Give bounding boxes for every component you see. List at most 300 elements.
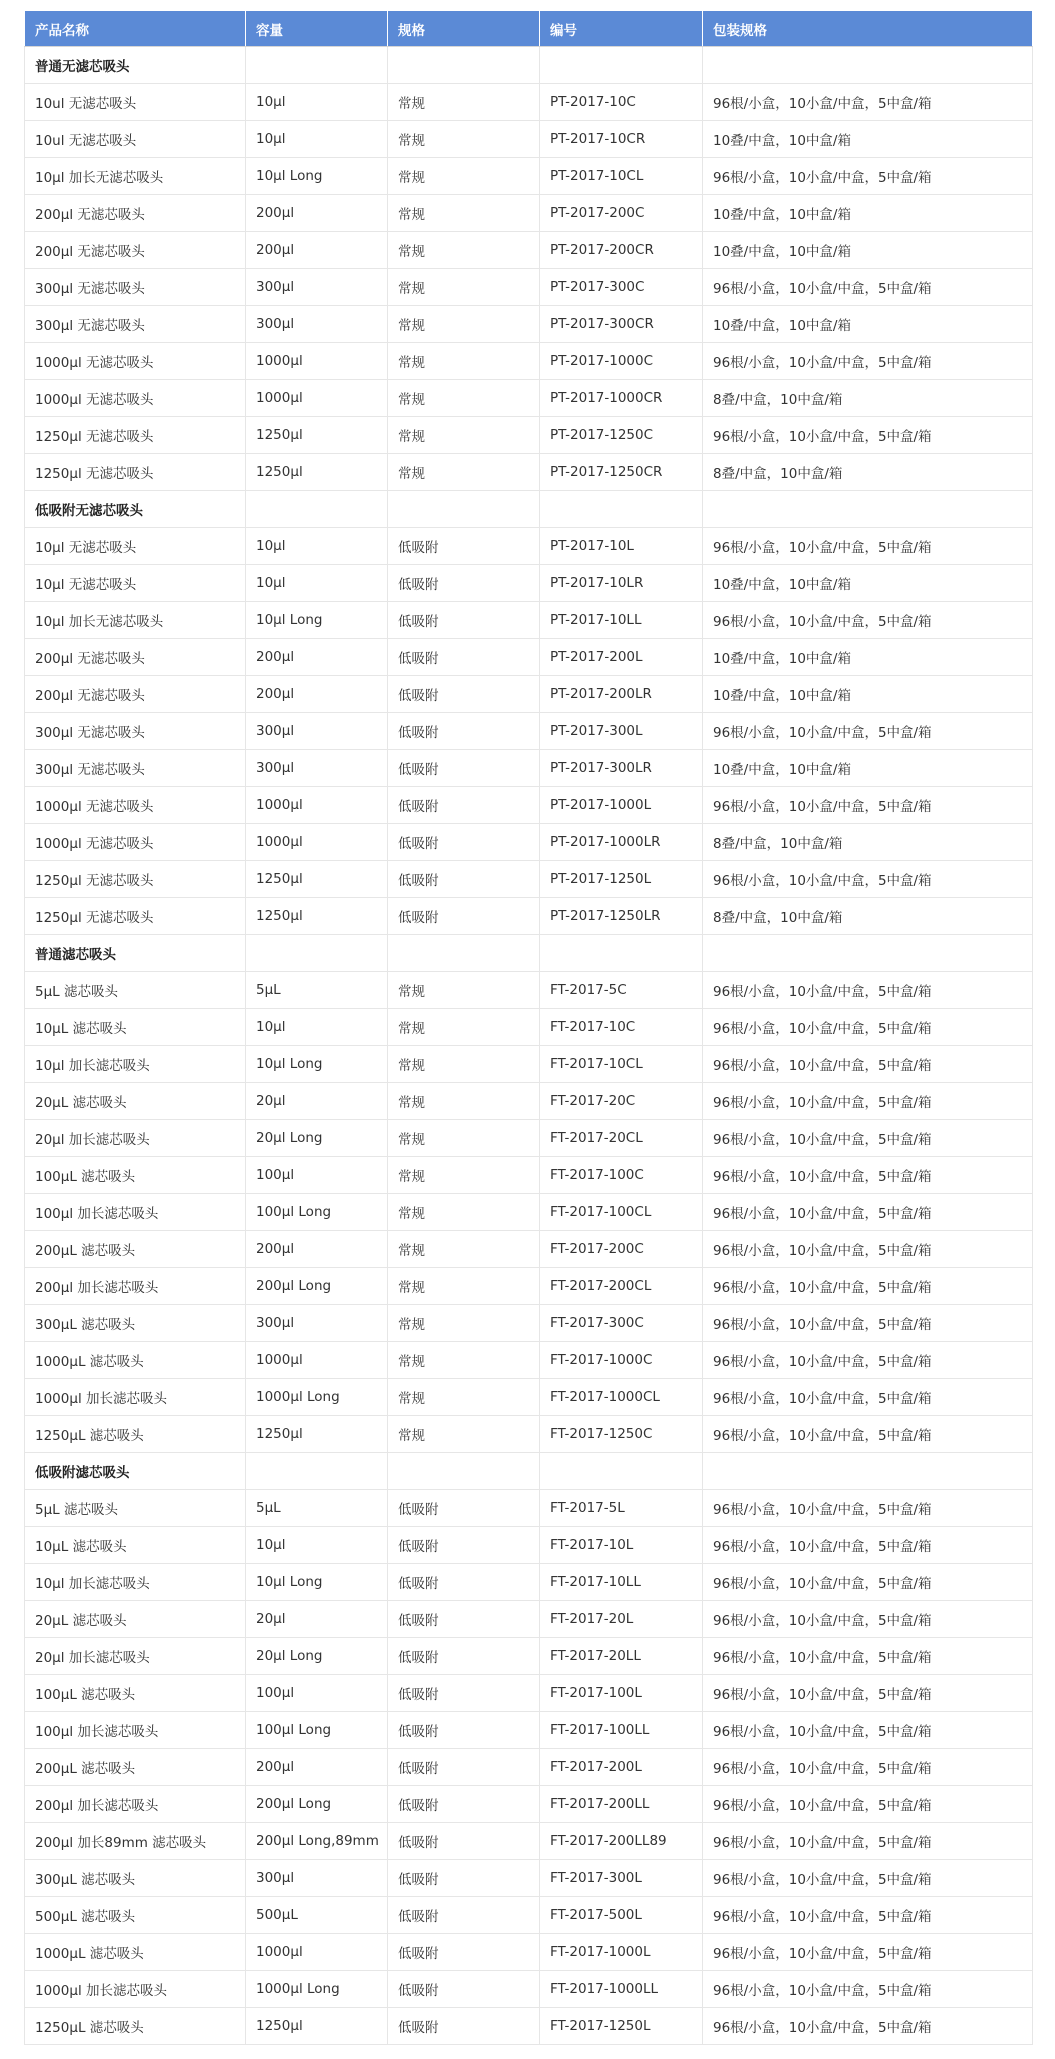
table-row [25,528,1033,565]
cell-spec: 低吸附 [388,1786,540,1823]
cell-packaging: 10叠/中盒，10中盒/箱 [703,195,1033,232]
cell-packaging: 96根/小盒，10小盒/中盒，5中盒/箱 [703,1157,1033,1194]
cell-capacity: 200μl Long,89mm [246,1823,388,1860]
cell-capacity: 1000μl [246,380,388,417]
cell-spec: 常规 [388,84,540,121]
cell-product-name: 300μl 无滤芯吸头 [25,713,246,750]
cell-capacity: 200μl [246,195,388,232]
cell-spec: 常规 [388,1268,540,1305]
table-row [25,1120,1033,1157]
group-empty-cell [246,935,388,972]
group-empty-cell [388,491,540,528]
cell-packaging: 96根/小盒，10小盒/中盒，5中盒/箱 [703,1527,1033,1564]
table-row [25,602,1033,639]
table-row [25,1971,1033,2008]
table-row [25,1268,1033,1305]
cell-code: PT-2017-10CL [540,158,703,195]
cell-product-name: 200μl 无滤芯吸头 [25,195,246,232]
group-empty-cell [246,47,388,84]
cell-product-name: 20μl 加长滤芯吸头 [25,1638,246,1675]
cell-capacity: 200μl [246,1749,388,1786]
cell-code: FT-2017-200L [540,1749,703,1786]
cell-capacity: 1000μl [246,343,388,380]
header-row [25,11,1033,47]
cell-spec: 低吸附 [388,602,540,639]
table-row [25,1712,1033,1749]
cell-spec: 常规 [388,121,540,158]
cell-code: PT-2017-1250C [540,417,703,454]
cell-capacity: 300μl [246,750,388,787]
header-product-name: 产品名称 [25,11,246,47]
cell-packaging: 96根/小盒，10小盒/中盒，5中盒/箱 [703,1934,1033,1971]
cell-spec: 低吸附 [388,1749,540,1786]
cell-spec: 低吸附 [388,1490,540,1527]
cell-code: PT-2017-1250CR [540,454,703,491]
cell-spec: 低吸附 [388,861,540,898]
table-row [25,1083,1033,1120]
cell-capacity: 200μl [246,1231,388,1268]
cell-capacity: 300μl [246,269,388,306]
cell-capacity: 200μl [246,676,388,713]
table-row [25,1342,1033,1379]
cell-code: PT-2017-1250L [540,861,703,898]
cell-code: PT-2017-300CR [540,306,703,343]
cell-product-name: 100μL 滤芯吸头 [25,1157,246,1194]
cell-code: FT-2017-200CL [540,1268,703,1305]
cell-packaging: 96根/小盒，10小盒/中盒，5中盒/箱 [703,1416,1033,1453]
cell-spec: 常规 [388,1046,540,1083]
group-empty-cell [246,1453,388,1490]
group-empty-cell [388,47,540,84]
cell-code: PT-2017-200C [540,195,703,232]
group-empty-cell [703,935,1033,972]
cell-spec: 低吸附 [388,1860,540,1897]
cell-code: PT-2017-300L [540,713,703,750]
cell-capacity: 200μl [246,232,388,269]
cell-product-name: 1000μl 无滤芯吸头 [25,380,246,417]
header-spec: 规格 [388,11,540,47]
table-row [25,1305,1033,1342]
cell-packaging: 96根/小盒，10小盒/中盒，5中盒/箱 [703,1268,1033,1305]
cell-capacity: 500μL [246,1897,388,1934]
cell-product-name: 1250μL 滤芯吸头 [25,2008,246,2045]
cell-code: FT-2017-100L [540,1675,703,1712]
cell-spec: 常规 [388,232,540,269]
cell-packaging: 96根/小盒，10小盒/中盒，5中盒/箱 [703,972,1033,1009]
cell-packaging: 96根/小盒，10小盒/中盒，5中盒/箱 [703,1786,1033,1823]
group-title: 低吸附滤芯吸头 [25,1453,246,1490]
table-body [25,47,1033,2045]
table-row [25,232,1033,269]
table-row [25,195,1033,232]
group-empty-cell [540,47,703,84]
cell-code: FT-2017-100LL [540,1712,703,1749]
cell-packaging: 10叠/中盒，10中盒/箱 [703,676,1033,713]
cell-capacity: 1250μl [246,898,388,935]
table-row [25,306,1033,343]
table-row [25,750,1033,787]
cell-spec: 常规 [388,306,540,343]
cell-code: FT-2017-1250C [540,1416,703,1453]
cell-packaging: 96根/小盒，10小盒/中盒，5中盒/箱 [703,528,1033,565]
group-empty-cell [703,491,1033,528]
cell-packaging: 96根/小盒，10小盒/中盒，5中盒/箱 [703,1120,1033,1157]
cell-code: PT-2017-1000LR [540,824,703,861]
cell-packaging: 96根/小盒，10小盒/中盒，5中盒/箱 [703,1379,1033,1416]
cell-product-name: 1000μl 加长滤芯吸头 [25,1971,246,2008]
table-row [25,861,1033,898]
product-table [24,10,1033,2045]
cell-code: PT-2017-200CR [540,232,703,269]
cell-capacity: 200μl [246,639,388,676]
table-row [25,1897,1033,1934]
cell-capacity: 10μl Long [246,602,388,639]
cell-code: FT-2017-1000L [540,1934,703,1971]
cell-capacity: 1000μl [246,787,388,824]
cell-spec: 低吸附 [388,1527,540,1564]
cell-product-name: 10μl 加长无滤芯吸头 [25,602,246,639]
table-row [25,1527,1033,1564]
cell-packaging: 96根/小盒，10小盒/中盒，5中盒/箱 [703,1971,1033,2008]
cell-code: PT-2017-1000CR [540,380,703,417]
cell-code: FT-2017-1000LL [540,1971,703,2008]
cell-spec: 常规 [388,269,540,306]
cell-code: PT-2017-1000L [540,787,703,824]
cell-capacity: 10μl [246,1009,388,1046]
cell-packaging: 96根/小盒，10小盒/中盒，5中盒/箱 [703,602,1033,639]
cell-product-name: 200μl 无滤芯吸头 [25,639,246,676]
cell-packaging: 96根/小盒，10小盒/中盒，5中盒/箱 [703,1194,1033,1231]
cell-code: FT-2017-1000C [540,1342,703,1379]
cell-capacity: 1000μl Long [246,1971,388,2008]
cell-product-name: 1250μL 滤芯吸头 [25,1416,246,1453]
cell-capacity: 10μl [246,528,388,565]
cell-capacity: 1250μl [246,454,388,491]
cell-capacity: 200μl Long [246,1268,388,1305]
cell-code: FT-2017-20C [540,1083,703,1120]
cell-packaging: 10叠/中盒，10中盒/箱 [703,306,1033,343]
cell-spec: 低吸附 [388,1823,540,1860]
table-row [25,898,1033,935]
cell-spec: 常规 [388,1416,540,1453]
cell-packaging: 96根/小盒，10小盒/中盒，5中盒/箱 [703,417,1033,454]
cell-product-name: 1000μL 滤芯吸头 [25,1934,246,1971]
cell-product-name: 10μl 加长滤芯吸头 [25,1046,246,1083]
cell-code: PT-2017-1250LR [540,898,703,935]
group-empty-cell [388,1453,540,1490]
cell-code: PT-2017-200L [540,639,703,676]
cell-code: PT-2017-10CR [540,121,703,158]
cell-product-name: 1000μl 无滤芯吸头 [25,824,246,861]
cell-packaging: 96根/小盒，10小盒/中盒，5中盒/箱 [703,1601,1033,1638]
cell-product-name: 1250μl 无滤芯吸头 [25,898,246,935]
cell-capacity: 100μl Long [246,1712,388,1749]
table-row [25,2008,1033,2045]
table-row [25,972,1033,1009]
cell-spec: 低吸附 [388,676,540,713]
group-empty-cell [540,491,703,528]
cell-spec: 常规 [388,195,540,232]
cell-product-name: 200μl 无滤芯吸头 [25,232,246,269]
cell-code: FT-2017-100C [540,1157,703,1194]
cell-packaging: 96根/小盒，10小盒/中盒，5中盒/箱 [703,1638,1033,1675]
cell-packaging: 96根/小盒，10小盒/中盒，5中盒/箱 [703,1046,1033,1083]
table-row [25,565,1033,602]
group-title: 普通无滤芯吸头 [25,47,246,84]
cell-product-name: 100μL 滤芯吸头 [25,1675,246,1712]
cell-product-name: 5μL 滤芯吸头 [25,1490,246,1527]
cell-capacity: 1250μl [246,2008,388,2045]
table-row [25,713,1033,750]
table-row [25,269,1033,306]
cell-code: FT-2017-5C [540,972,703,1009]
cell-spec: 低吸附 [388,528,540,565]
cell-code: FT-2017-100CL [540,1194,703,1231]
cell-product-name: 1000μl 无滤芯吸头 [25,787,246,824]
cell-product-name: 200μl 加长滤芯吸头 [25,1268,246,1305]
cell-product-name: 200μl 无滤芯吸头 [25,676,246,713]
cell-spec: 低吸附 [388,1675,540,1712]
cell-code: PT-2017-1000C [540,343,703,380]
cell-product-name: 500μL 滤芯吸头 [25,1897,246,1934]
cell-code: FT-2017-200C [540,1231,703,1268]
table-row [25,1416,1033,1453]
cell-packaging: 96根/小盒，10小盒/中盒，5中盒/箱 [703,1675,1033,1712]
cell-capacity: 1250μl [246,417,388,454]
cell-product-name: 300μl 无滤芯吸头 [25,750,246,787]
cell-code: FT-2017-20L [540,1601,703,1638]
cell-spec: 常规 [388,1120,540,1157]
cell-code: FT-2017-200LL89 [540,1823,703,1860]
table-row [25,639,1033,676]
cell-capacity: 20μl Long [246,1638,388,1675]
cell-spec: 常规 [388,343,540,380]
table-row [25,787,1033,824]
cell-packaging: 96根/小盒，10小盒/中盒，5中盒/箱 [703,713,1033,750]
table-row [25,676,1033,713]
cell-capacity: 100μl [246,1675,388,1712]
table-row [25,1009,1033,1046]
cell-spec: 常规 [388,1157,540,1194]
cell-code: FT-2017-200LL [540,1786,703,1823]
header-capacity: 容量 [246,11,388,47]
cell-spec: 低吸附 [388,1971,540,2008]
cell-packaging: 96根/小盒，10小盒/中盒，5中盒/箱 [703,1342,1033,1379]
cell-code: PT-2017-200LR [540,676,703,713]
cell-capacity: 10μl Long [246,158,388,195]
cell-capacity: 1250μl [246,861,388,898]
cell-spec: 常规 [388,1194,540,1231]
cell-packaging: 96根/小盒，10小盒/中盒，5中盒/箱 [703,1712,1033,1749]
cell-spec: 低吸附 [388,898,540,935]
cell-product-name: 5μL 滤芯吸头 [25,972,246,1009]
cell-spec: 低吸附 [388,565,540,602]
group-title: 普通滤芯吸头 [25,935,246,972]
cell-code: FT-2017-10L [540,1527,703,1564]
cell-code: FT-2017-20LL [540,1638,703,1675]
cell-spec: 低吸附 [388,1564,540,1601]
group-title: 低吸附无滤芯吸头 [25,491,246,528]
table-row [25,1638,1033,1675]
cell-packaging: 96根/小盒，10小盒/中盒，5中盒/箱 [703,861,1033,898]
cell-capacity: 10μl Long [246,1564,388,1601]
cell-product-name: 300μL 滤芯吸头 [25,1305,246,1342]
table-row [25,1490,1033,1527]
cell-spec: 低吸附 [388,1897,540,1934]
cell-code: FT-2017-1000CL [540,1379,703,1416]
cell-packaging: 96根/小盒，10小盒/中盒，5中盒/箱 [703,1009,1033,1046]
cell-code: FT-2017-10CL [540,1046,703,1083]
cell-product-name: 200μl 加长滤芯吸头 [25,1786,246,1823]
product-table-container [24,10,1032,2045]
cell-spec: 常规 [388,972,540,1009]
cell-product-name: 20μL 滤芯吸头 [25,1083,246,1120]
group-empty-cell [246,491,388,528]
cell-product-name: 300μl 无滤芯吸头 [25,269,246,306]
table-row [25,1601,1033,1638]
cell-capacity: 20μl Long [246,1120,388,1157]
cell-code: FT-2017-5L [540,1490,703,1527]
cell-product-name: 10μl 无滤芯吸头 [25,528,246,565]
table-row [25,1231,1033,1268]
cell-product-name: 1250μl 无滤芯吸头 [25,454,246,491]
cell-spec: 低吸附 [388,639,540,676]
table-row [25,1749,1033,1786]
cell-packaging: 96根/小盒，10小盒/中盒，5中盒/箱 [703,1231,1033,1268]
cell-code: PT-2017-300LR [540,750,703,787]
cell-packaging: 96根/小盒，10小盒/中盒，5中盒/箱 [703,269,1033,306]
cell-capacity: 300μl [246,306,388,343]
cell-packaging: 10叠/中盒，10中盒/箱 [703,232,1033,269]
cell-product-name: 1000μL 滤芯吸头 [25,1342,246,1379]
cell-capacity: 300μl [246,1860,388,1897]
table-row [25,417,1033,454]
cell-spec: 低吸附 [388,2008,540,2045]
table-row [25,824,1033,861]
cell-spec: 常规 [388,1305,540,1342]
cell-capacity: 10μl Long [246,1046,388,1083]
cell-packaging: 10叠/中盒，10中盒/箱 [703,565,1033,602]
cell-packaging: 96根/小盒，10小盒/中盒，5中盒/箱 [703,1490,1033,1527]
cell-product-name: 1250μl 无滤芯吸头 [25,417,246,454]
group-empty-cell [540,1453,703,1490]
table-row [25,1934,1033,1971]
cell-product-name: 200μL 滤芯吸头 [25,1231,246,1268]
table-row [25,84,1033,121]
cell-spec: 低吸附 [388,713,540,750]
cell-packaging: 10叠/中盒，10中盒/箱 [703,121,1033,158]
cell-packaging: 96根/小盒，10小盒/中盒，5中盒/箱 [703,2008,1033,2045]
cell-capacity: 5μL [246,972,388,1009]
cell-product-name: 100μl 加长滤芯吸头 [25,1712,246,1749]
cell-code: FT-2017-300L [540,1860,703,1897]
table-row [25,158,1033,195]
cell-packaging: 96根/小盒，10小盒/中盒，5中盒/箱 [703,158,1033,195]
cell-capacity: 300μl [246,713,388,750]
cell-capacity: 1250μl [246,1416,388,1453]
table-row [25,343,1033,380]
cell-capacity: 200μl Long [246,1786,388,1823]
header-packaging: 包装规格 [703,11,1033,47]
cell-spec: 常规 [388,1379,540,1416]
cell-product-name: 1000μl 加长滤芯吸头 [25,1379,246,1416]
cell-product-name: 200μl 加长89mm 滤芯吸头 [25,1823,246,1860]
table-row [25,1046,1033,1083]
cell-spec: 常规 [388,1083,540,1120]
table-row [25,1194,1033,1231]
cell-packaging: 96根/小盒，10小盒/中盒，5中盒/箱 [703,84,1033,121]
cell-product-name: 300μl 无滤芯吸头 [25,306,246,343]
cell-spec: 低吸附 [388,824,540,861]
cell-packaging: 96根/小盒，10小盒/中盒，5中盒/箱 [703,787,1033,824]
cell-product-name: 10μL 滤芯吸头 [25,1009,246,1046]
cell-product-name: 10μl 加长滤芯吸头 [25,1564,246,1601]
cell-spec: 常规 [388,1231,540,1268]
cell-product-name: 100μl 加长滤芯吸头 [25,1194,246,1231]
cell-capacity: 300μl [246,1305,388,1342]
cell-code: PT-2017-10C [540,84,703,121]
cell-spec: 低吸附 [388,1601,540,1638]
cell-capacity: 10μl [246,121,388,158]
cell-spec: 常规 [388,417,540,454]
cell-code: FT-2017-300C [540,1305,703,1342]
cell-code: PT-2017-10LR [540,565,703,602]
cell-capacity: 100μl Long [246,1194,388,1231]
cell-code: PT-2017-10L [540,528,703,565]
table-row [25,1786,1033,1823]
cell-product-name: 1000μl 无滤芯吸头 [25,343,246,380]
cell-code: FT-2017-500L [540,1897,703,1934]
group-row [25,47,1033,84]
cell-capacity: 1000μl [246,824,388,861]
cell-product-name: 200μL 滤芯吸头 [25,1749,246,1786]
group-empty-cell [703,1453,1033,1490]
cell-capacity: 20μl [246,1083,388,1120]
cell-spec: 低吸附 [388,787,540,824]
table-header [25,11,1033,47]
cell-packaging: 96根/小盒，10小盒/中盒，5中盒/箱 [703,343,1033,380]
table-row [25,1860,1033,1897]
cell-packaging: 96根/小盒，10小盒/中盒，5中盒/箱 [703,1897,1033,1934]
group-empty-cell [703,47,1033,84]
cell-spec: 低吸附 [388,1712,540,1749]
cell-code: FT-2017-1250L [540,2008,703,2045]
cell-spec: 常规 [388,454,540,491]
group-empty-cell [540,935,703,972]
cell-packaging: 10叠/中盒，10中盒/箱 [703,639,1033,676]
cell-product-name: 10ul 无滤芯吸头 [25,84,246,121]
table-row [25,1157,1033,1194]
cell-product-name: 10μl 无滤芯吸头 [25,565,246,602]
cell-capacity: 10μl [246,565,388,602]
cell-product-name: 10μL 滤芯吸头 [25,1527,246,1564]
group-row [25,935,1033,972]
cell-product-name: 20μl 加长滤芯吸头 [25,1120,246,1157]
cell-capacity: 10μl [246,1527,388,1564]
group-row [25,1453,1033,1490]
cell-code: PT-2017-10LL [540,602,703,639]
cell-packaging: 8叠/中盒，10中盒/箱 [703,898,1033,935]
cell-code: FT-2017-10LL [540,1564,703,1601]
cell-packaging: 96根/小盒，10小盒/中盒，5中盒/箱 [703,1823,1033,1860]
cell-code: FT-2017-20CL [540,1120,703,1157]
cell-packaging: 96根/小盒，10小盒/中盒，5中盒/箱 [703,1083,1033,1120]
header-code: 编号 [540,11,703,47]
group-empty-cell [388,935,540,972]
table-row [25,121,1033,158]
cell-product-name: 10μl 加长无滤芯吸头 [25,158,246,195]
cell-capacity: 20μl [246,1601,388,1638]
